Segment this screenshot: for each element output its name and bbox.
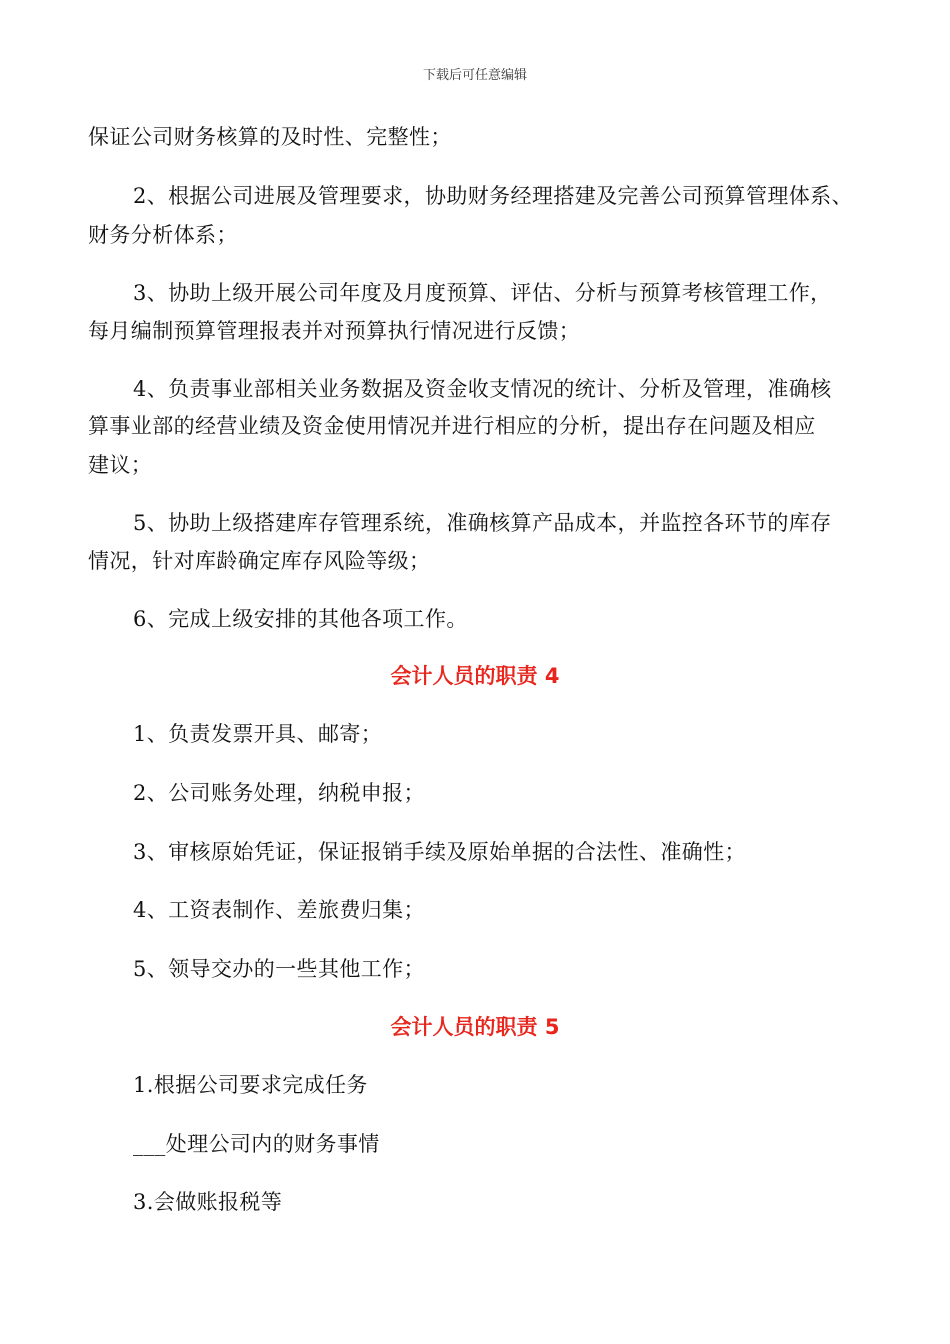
list-item: 5、领导交办的一些其他工作； xyxy=(133,957,425,981)
list-item: 1.根据公司要求完成任务 xyxy=(133,1073,368,1097)
paragraph-line: 3、协助上级开展公司年度及月度预算、评估、分析与预算考核管理工作， xyxy=(133,281,832,305)
section-4-title: 会计人员的职责 4 xyxy=(390,664,560,688)
list-item: ___处理公司内的财务事情 xyxy=(133,1132,380,1156)
section-5-title: 会计人员的职责 5 xyxy=(390,1015,560,1039)
paragraph-line: 每月编制预算管理报表并对预算执行情况进行反馈； xyxy=(88,319,581,343)
page-header: 下载后可任意编辑 xyxy=(422,68,527,83)
paragraph-line: 4、负责事业部相关业务数据及资金收支情况的统计、分析及管理，准确核 xyxy=(133,377,832,401)
paragraph-line: 2、根据公司进展及管理要求，协助财务经理搭建及完善公司预算管理体系、 xyxy=(133,184,853,208)
paragraph-line: 财务分析体系； xyxy=(88,223,238,247)
list-item: 1、负责发票开具、邮寄； xyxy=(133,722,383,746)
paragraph-line: 5、协助上级搭建库存管理系统，准确核算产品成本，并监控各环节的库存 xyxy=(133,511,832,535)
list-item: 4、工资表制作、差旅费归集； xyxy=(133,898,425,922)
paragraph-line: 保证公司财务核算的及时性、完整性； xyxy=(88,125,452,149)
paragraph-line: 6、完成上级安排的其他各项工作。 xyxy=(133,607,468,631)
list-item: 3.会做账报税等 xyxy=(133,1190,283,1214)
paragraph-line: 算事业部的经营业绩及资金使用情况并进行相应的分析，提出存在问题及相应 xyxy=(88,414,816,438)
list-item: 2、公司账务处理，纳税申报； xyxy=(133,781,425,805)
paragraph-line: 情况，针对库龄确定库存风险等级； xyxy=(88,549,431,573)
paragraph-line: 建议； xyxy=(88,453,153,477)
list-item: 3、审核原始凭证，保证报销手续及原始单据的合法性、准确性； xyxy=(133,840,746,864)
